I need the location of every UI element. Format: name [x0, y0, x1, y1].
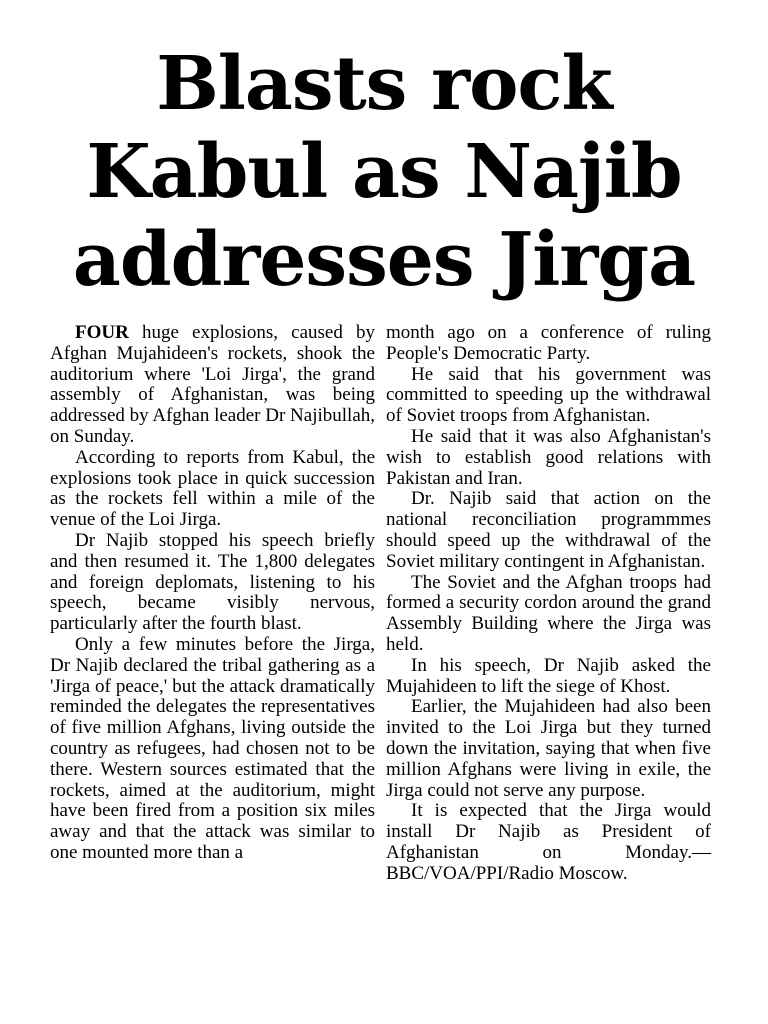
paragraph: He said that it was also Afghanistan's wish to establish good relations with Pakistan and Iran. [386, 425, 711, 489]
paragraph: He said that his government was committed to speeding up the withdrawal of Soviet troops from Afghanistan. [386, 363, 711, 427]
headline-line-3: addresses Jirga [72, 217, 696, 303]
headline [0, 40, 768, 304]
paragraph-text: huge explosions, caused by Afghan Mujahideen's rockets, shook the auditorium where 'Loi Jirga', the grand assembly of Afghanistan, was being addressed by Afghan leader Dr Najibullah, on Sunday. [50, 322, 376, 447]
lead-word: FOUR [75, 322, 129, 343]
paragraph: Only a few minutes before the Jirga, Dr Najib declared the tribal gathering as a 'Jirga of peace,' but the attack dramatically reminded the delegates the representatives of five million Afghans, living outside the country as refugees, had chosen not to be there. Western sources estimated that the rockets, aimed at the auditorium, might have been fired from a position six miles away and that the attack was similar to one mounted more than a [50, 633, 375, 863]
headline-line-1: Blasts rock [156, 41, 612, 127]
paragraph: According to reports from Kabul, the explosions took place in quick succession as the rockets fell within a mile of the venue of the Loi Jirga. [50, 446, 375, 531]
paragraph [50, 323, 375, 448]
paragraph: Dr. Najib said that action on the national reconciliation programmmes should speed up the withdrawal of the Soviet military contingent in Afghanistan. [386, 488, 711, 572]
article-column-left [50, 323, 375, 864]
paragraph: Earlier, the Mujahideen had also been invited to the Loi Jirga but they turned down the invitation, saying that when five million Afghans were living in exile, the Jirga could not serve any purpose. [386, 696, 711, 801]
paragraph-continued: month ago on a conference of ruling People's Democratic Party. [386, 322, 711, 364]
paragraph: In his speech, Dr Najib asked the Mujahideen to lift the siege of Khost. [386, 654, 711, 697]
paragraph: The Soviet and the Afghan troops had formed a security cordon around the grand Assembly Building where the Jirga was held. [386, 571, 711, 655]
paragraph: It is expected that the Jirga would install Dr Najib as President of Afghanistan on Monday.— BBC/VOA/PPI/Radio Moscow. [386, 800, 711, 884]
headline-line-2: Kabul as Najib [86, 129, 682, 215]
paragraph: Dr Najib stopped his speech briefly and then resumed it. The 1,800 delegates and foreign deplomats, listening to his speech, became visibly nervous, particularly after the fourth blast. [50, 529, 375, 635]
article-column-right [386, 323, 711, 885]
